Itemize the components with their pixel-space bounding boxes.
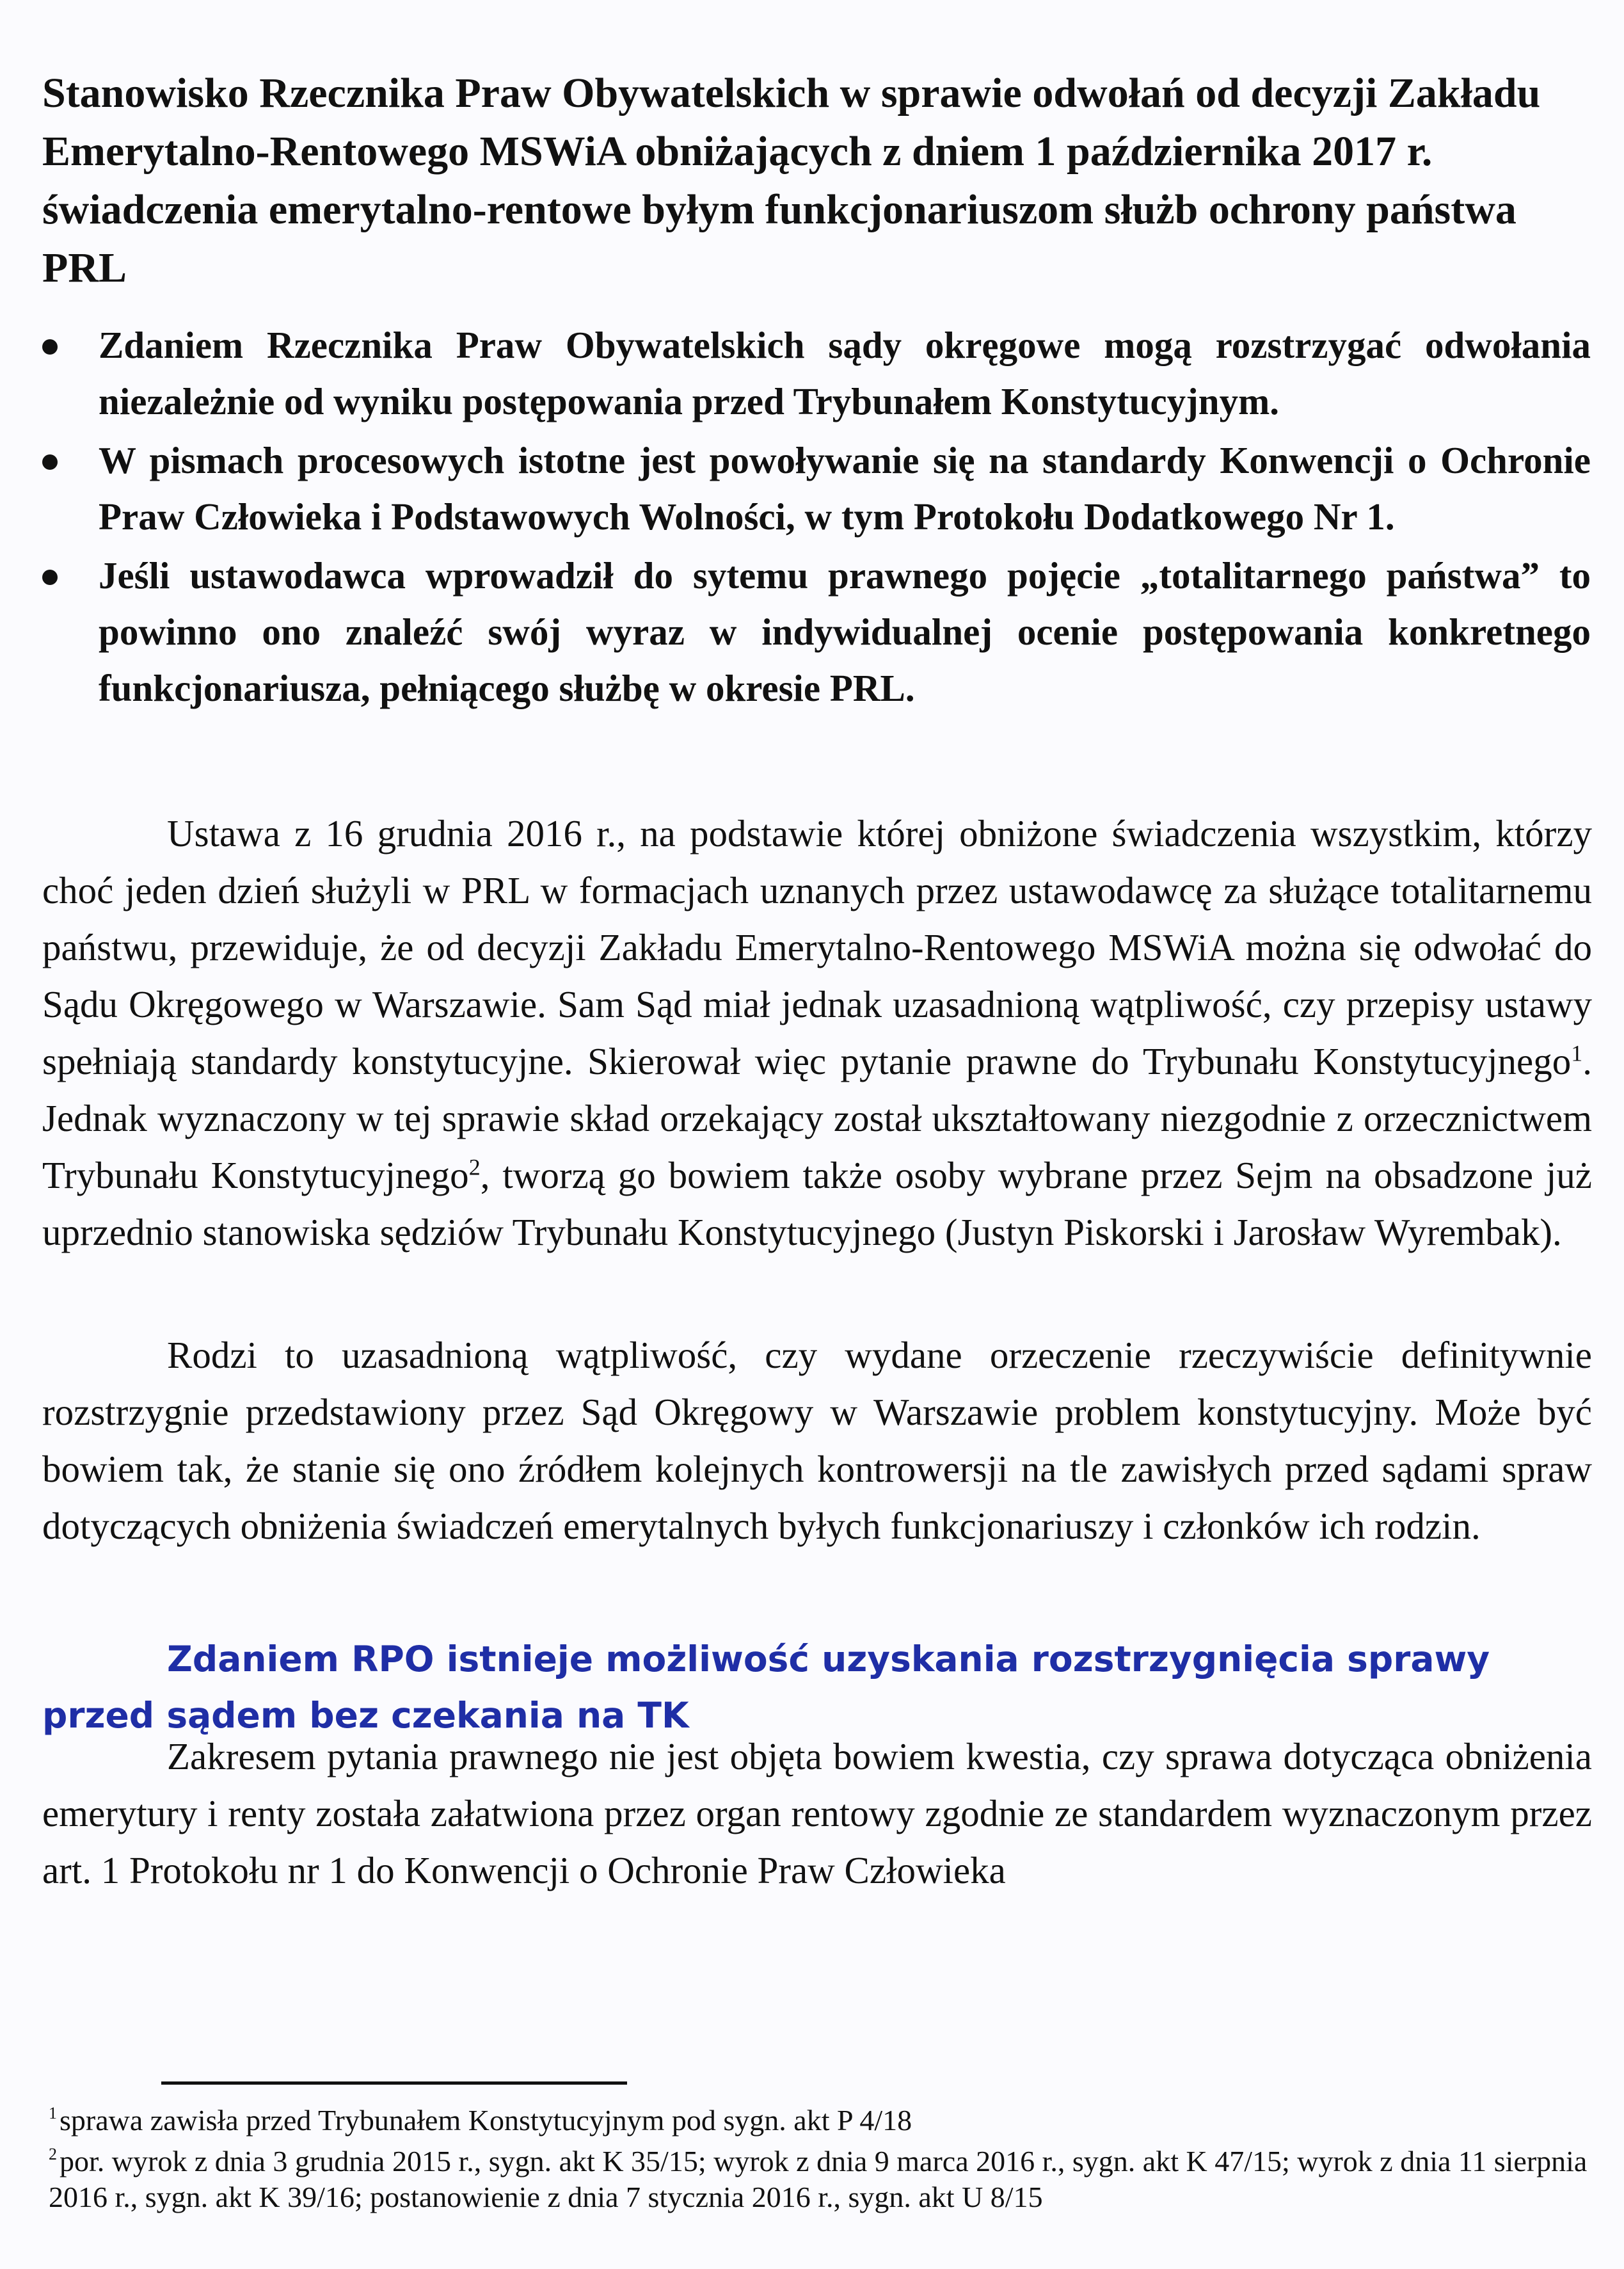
body-paragraph-3: Zakresem pytania prawnego nie jest objęta bowiem kwestia, czy sprawa dotycząca obniżenia emerytury i renty została załatwiona przez organ rentowy zgodnie ze standardem wyznaczonym przez art. 1 Protokołu nr 1 do Konwencji o Ochronie Praw Człowieka [42, 1735, 1592, 1891]
footnote-reference-1[interactable]: 1 [1571, 1040, 1583, 1066]
section-heading: Zdaniem RPO istnieje możliwość uzyskania rozstrzygnięcia sprawy przed sądem bez czekania na TK [42, 1639, 1490, 1736]
paragraph-text: Ustawa z 16 grudnia 2016 r., na podstawie której obniżone świadczenia wszystkim, którzy choć jeden dzień służyli w PRL w formacjach uznanych przez ustawodawcę za służące totalitarnemu państwu, przewiduje, że od decyzji Zakładu Emerytalno-Rentowego MSWiA można się odwołać do Sądu Okręgowego w Warszawie. Sam Sąd miał jednak uzasadnioną wątpliwość, czy przepisy ustawy spełniają standardy konstytucyjne. Skierował więc pytanie prawne do Trybunału Konstytucyjnego [42, 812, 1592, 1082]
footnote-text: sprawa zawisła przed Trybunałem Konstytucyjnym pod sygn. akt P 4/18 [60, 2104, 912, 2137]
paragraph-text: , tworzą go bowiem także osoby wybrane przez Sejm na obsadzone już uprzednio stanowiska sędziów Trybunału Konstytucyjnego (Justyn Piskorski i Jarosław Wyrembak). [42, 1154, 1592, 1253]
document-title: Stanowisko Rzecznika Praw Obywatelskich w sprawie odwołań od decyzji Zakładu Emerytalno-Rentowego MSWiA obniżających z dniem 1 października 2017 r. świadczenia emerytalno-rentowe byłym funkcjonariuszom służb ochrony państwa PRL [42, 70, 1541, 291]
footnote-2 [49, 2144, 1597, 2215]
key-points-list [42, 317, 1591, 719]
footnote-marker: 1 [49, 2104, 57, 2122]
footnotes [49, 2103, 1597, 2220]
footnote-marker: 2 [49, 2145, 57, 2163]
key-point [42, 317, 1591, 429]
footnote-reference-2[interactable]: 2 [468, 1154, 481, 1180]
footnote-text: por. wyrok z dnia 3 grudnia 2015 r., sygn. akt K 35/15; wyrok z dnia 9 marca 2016 r., sygn. akt K 47/15; wyrok z dnia 11 sierpnia 2016 r., sygn. akt K 39/16; postanowienie z dnia 7 stycznia 2016 r., sygn. akt U 8/15 [49, 2145, 1588, 2213]
key-point-text: Jeśli ustawodawca wprowadził do sytemu prawnego pojęcie „totalitarnego państwa” to powinno ono znaleźć swój wyraz w indywidualnej ocenie postępowania konkretnego funkcjonariusza, pełniącego służbę w okresie PRL. [99, 554, 1591, 709]
footnote-1 [49, 2103, 1597, 2138]
key-point [42, 547, 1591, 716]
key-point-text: W pismach procesowych istotne jest powoływanie się na standardy Konwencji o Ochronie Praw Człowieka i Podstawowych Wolności, w tym Protokołu Dodatkowego Nr 1. [99, 439, 1591, 538]
bullet-icon [42, 570, 58, 585]
key-point-text: Zdaniem Rzecznika Praw Obywatelskich sądy okręgowe mogą rozstrzygać odwołania niezależnie od wyniku postępowania przed Trybunałem Konstytucyjnym. [99, 324, 1591, 422]
footnote-separator [161, 2081, 627, 2085]
paragraph-text: . Jednak wyznaczony w tej sprawie skład orzekający został ukształtowany niezgodnie z orzecznictwem Trybunału Konstytucyjnego [42, 1040, 1592, 1196]
body-paragraph-1 [42, 805, 1592, 1261]
body-paragraph-2: Rodzi to uzasadnioną wątpliwość, czy wydane orzeczenie rzeczywiście definitywnie rozstrzygnie przedstawiony przez Sąd Okręgowy w Warszawie problem konstytucyjny. Może być bowiem tak, że stanie się ono źródłem kolejnych kontrowersji na tle zawisłych przed sądami spraw dotyczących obniżenia świadczeń emerytalnych byłych funkcjonariuszy i członków ich rodzin. [42, 1334, 1592, 1547]
key-point [42, 432, 1591, 545]
bullet-icon [42, 339, 58, 355]
bullet-icon [42, 454, 58, 470]
